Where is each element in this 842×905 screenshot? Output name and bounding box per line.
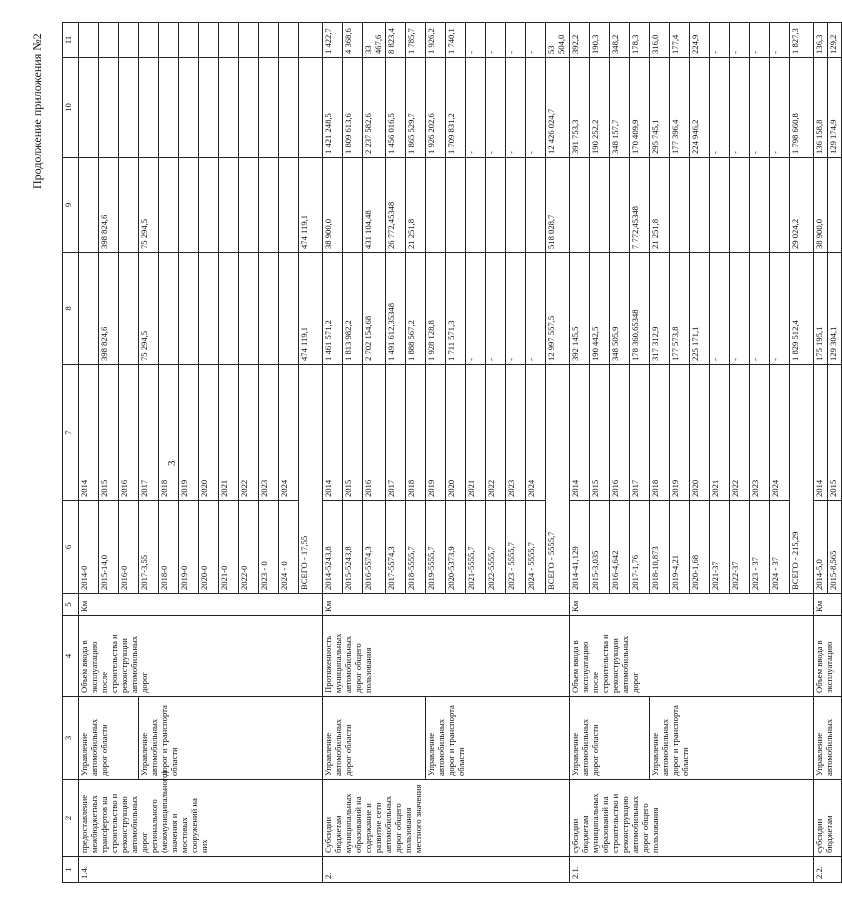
regional-budget-cell: 1 421 248,5 xyxy=(323,58,343,158)
year-cell: 2016 xyxy=(119,365,139,501)
year-cell: 2017 xyxy=(629,365,649,501)
federal-budget-cell xyxy=(343,158,363,253)
regional-budget-cell: - xyxy=(505,58,525,158)
total-funding-cell: 474 119,1 xyxy=(299,253,323,365)
total-funding-cell: 190 442,5 xyxy=(589,253,609,365)
federal-budget-cell: 398 824,6 xyxy=(99,158,119,253)
target-value-cell: 2017-3,55 xyxy=(139,501,159,594)
year-cell: 2014 xyxy=(323,365,343,501)
local-budget-cell xyxy=(99,23,119,58)
local-budget-cell xyxy=(119,23,139,58)
unit-cell: Км xyxy=(569,594,813,616)
target-value-cell: 2018-0 xyxy=(159,501,179,594)
target-value-cell: 2017-1,76 xyxy=(629,501,649,594)
target-value-cell: 2021-37 xyxy=(709,501,729,594)
regional-budget-cell: 190 252,2 xyxy=(589,58,609,158)
year-cell: 2023 xyxy=(749,365,769,501)
unit-cell: Км xyxy=(79,594,323,616)
federal-budget-cell: 7 772,45348 xyxy=(629,158,649,253)
co-executor: Управление автомобильных дорог и транспорта области xyxy=(425,697,569,780)
federal-budget-cell xyxy=(259,158,279,253)
target-value-cell: 2019-4,21 xyxy=(669,501,689,594)
year-cell: 2020 xyxy=(689,365,709,501)
regional-budget-cell: 1 865 529,7 xyxy=(405,58,425,158)
header-cell: 6 xyxy=(63,501,79,594)
header-cell: 5 xyxy=(63,594,79,616)
total-label-cell: ВСЕГО - 17,55 xyxy=(299,365,323,594)
target-value-cell: 2022-5555,7 xyxy=(485,501,505,594)
row-number: 2.1. xyxy=(569,857,813,883)
target-value-cell: 2015-5243,8 xyxy=(343,501,363,594)
unit-cell: Км xyxy=(813,594,841,616)
measure-name: субсидии бюджетам xyxy=(813,780,841,857)
regional-budget-cell: - xyxy=(709,58,729,158)
total-label-cell: ВСЕГО - 215,29 xyxy=(789,365,813,594)
target-value-cell: 2015-8,565 xyxy=(827,501,841,594)
year-cell: 2024 xyxy=(279,365,299,501)
year-cell: 2024 xyxy=(769,365,789,501)
year-cell: 2023 xyxy=(259,365,279,501)
local-budget-cell xyxy=(279,23,299,58)
local-budget-cell: 1 926,2 xyxy=(425,23,445,58)
local-budget-cell: 392,2 xyxy=(569,23,589,58)
federal-budget-cell xyxy=(505,158,525,253)
year-cell: 2021 xyxy=(709,365,729,501)
regional-budget-cell: - xyxy=(525,58,545,158)
header-cell: 11 xyxy=(63,23,79,58)
regional-budget-cell: 1 809 613,6 xyxy=(343,58,363,158)
regional-budget-cell: 348 157,7 xyxy=(609,58,629,158)
year-cell: 2018 xyxy=(405,365,425,501)
regional-budget-cell: 295 745,1 xyxy=(649,58,669,158)
federal-budget-cell: 38 900,0 xyxy=(323,158,343,253)
table-row xyxy=(425,23,445,883)
target-value-cell: 2020-0 xyxy=(199,501,219,594)
regional-budget-cell: - xyxy=(485,58,505,158)
total-funding-cell: 129 304,1 xyxy=(827,253,841,365)
total-funding-cell: 392 145,5 xyxy=(569,253,589,365)
local-budget-cell: - xyxy=(465,23,485,58)
year-cell: 2016 xyxy=(363,365,386,501)
year-cell: 2015 xyxy=(589,365,609,501)
local-budget-cell xyxy=(219,23,239,58)
local-budget-cell: - xyxy=(485,23,505,58)
target-value-cell: 2024 - 37 xyxy=(769,501,789,594)
total-funding-cell xyxy=(259,253,279,365)
local-budget-cell: - xyxy=(769,23,789,58)
federal-budget-cell: 431 104,48 xyxy=(363,158,386,253)
federal-budget-cell: 26 772,45348 xyxy=(385,158,405,253)
year-cell: 2015 xyxy=(343,365,363,501)
federal-budget-cell xyxy=(445,158,465,253)
local-budget-cell xyxy=(239,23,259,58)
year-cell: 2014 xyxy=(569,365,589,501)
total-funding-cell: - xyxy=(525,253,545,365)
year-cell: 2015 xyxy=(99,365,119,501)
federal-budget-cell xyxy=(485,158,505,253)
local-budget-cell: 190,3 xyxy=(589,23,609,58)
regional-budget-cell: 2 237 582,6 xyxy=(363,58,386,158)
responsible-executor: Управление автомобильных xyxy=(813,697,841,780)
total-funding-cell: 175 195,1 xyxy=(813,253,827,365)
row-number: 2.2. xyxy=(813,857,841,883)
target-value-cell: 2023 - 37 xyxy=(749,501,769,594)
federal-budget-cell xyxy=(609,158,629,253)
local-budget-cell: 178,3 xyxy=(629,23,649,58)
year-cell: 2022 xyxy=(485,365,505,501)
federal-budget-cell xyxy=(749,158,769,253)
regional-budget-cell xyxy=(159,58,179,158)
federal-budget-cell xyxy=(827,158,841,253)
regional-budget-cell xyxy=(279,58,299,158)
regional-budget-cell xyxy=(199,58,219,158)
total-funding-cell: 177 573,8 xyxy=(669,253,689,365)
total-funding-cell: - xyxy=(769,253,789,365)
target-value-cell: 2024 - 0 xyxy=(279,501,299,594)
local-budget-cell: 177,4 xyxy=(669,23,689,58)
local-budget-cell xyxy=(179,23,199,58)
year-cell: 2014 xyxy=(813,365,827,501)
local-budget-cell: 33 467,6 xyxy=(363,23,386,58)
federal-budget-cell xyxy=(569,158,589,253)
federal-budget-cell xyxy=(239,158,259,253)
regional-budget-cell: 1 456 016,5 xyxy=(385,58,405,158)
target-value-cell: 2020-5373,9 xyxy=(445,501,465,594)
regional-budget-cell: 224 946,2 xyxy=(689,58,709,158)
regional-budget-cell xyxy=(259,58,279,158)
total-funding-cell: 1 491 612,35348 xyxy=(385,253,405,365)
federal-budget-cell xyxy=(425,158,445,253)
year-cell: 2020 xyxy=(199,365,219,501)
local-budget-cell: 4 368,6 xyxy=(343,23,363,58)
regional-budget-cell: - xyxy=(729,58,749,158)
total-funding-cell xyxy=(239,253,259,365)
total-funding-cell: 1 813 982,2 xyxy=(343,253,363,365)
local-budget-cell: 1 785,7 xyxy=(405,23,425,58)
total-funding-cell: 178 360,65348 xyxy=(629,253,649,365)
indicator-name: Протяженность муниципальных автомобильных дорог общего пользования xyxy=(323,616,570,697)
local-budget-cell xyxy=(79,23,99,58)
total-funding-cell: 75 294,5 xyxy=(139,253,159,365)
responsible-executor: Управление автомобильных дорог области xyxy=(79,697,139,780)
row-number: 2. xyxy=(323,857,570,883)
federal-budget-cell: 38 900,0 xyxy=(813,158,827,253)
header-row xyxy=(63,23,79,883)
measure-name: Субсидии бюджетам муниципальных образований на содержание и развитие сети автомобильных дорог общего пользования местного значения xyxy=(323,780,570,857)
local-budget-cell xyxy=(159,23,179,58)
target-value-cell: 2018-5555,7 xyxy=(405,501,425,594)
target-value-cell: 2014-5,0 xyxy=(813,501,827,594)
regional-budget-cell xyxy=(219,58,239,158)
local-budget-cell xyxy=(199,23,219,58)
total-funding-cell: 1 928 128,8 xyxy=(425,253,445,365)
table-row xyxy=(813,23,827,883)
total-funding-cell: 225 171,1 xyxy=(689,253,709,365)
total-funding-cell xyxy=(79,253,99,365)
federal-budget-cell xyxy=(179,158,199,253)
regional-budget-cell: 1 926 202,6 xyxy=(425,58,445,158)
target-value-cell: 2018-10,873 xyxy=(649,501,669,594)
target-value-cell: 2014-0 xyxy=(79,501,99,594)
year-cell: 2014 xyxy=(79,365,99,501)
total-funding-cell: 12 997 557,5 xyxy=(545,253,569,365)
regional-budget-cell xyxy=(99,58,119,158)
total-funding-cell: 398 824,6 xyxy=(99,253,119,365)
federal-budget-cell: 21 251,8 xyxy=(649,158,669,253)
total-funding-cell: - xyxy=(729,253,749,365)
regional-budget-cell xyxy=(119,58,139,158)
local-budget-cell: 53 504,0 xyxy=(545,23,569,58)
year-cell: 2017 xyxy=(385,365,405,501)
year-cell: 2021 xyxy=(219,365,239,501)
regional-budget-cell xyxy=(139,58,159,158)
year-cell: 2022 xyxy=(729,365,749,501)
federal-budget-cell xyxy=(689,158,709,253)
total-funding-cell xyxy=(119,253,139,365)
total-funding-cell xyxy=(159,253,179,365)
federal-budget-cell xyxy=(465,158,485,253)
header-cell: 2 xyxy=(63,780,79,857)
header-cell: 9 xyxy=(63,158,79,253)
table-row xyxy=(79,23,99,883)
table-row xyxy=(139,23,159,883)
total-funding-cell: 1 829 512,4 xyxy=(789,253,813,365)
total-funding-cell: 348 505,9 xyxy=(609,253,629,365)
year-cell: 2019 xyxy=(425,365,445,501)
federal-budget-cell xyxy=(525,158,545,253)
local-budget-cell xyxy=(139,23,159,58)
target-value-cell: 2023 - 5555,7 xyxy=(505,501,525,594)
total-funding-cell: 2 702 154,68 xyxy=(363,253,386,365)
federal-budget-cell: 518 028,7 xyxy=(545,158,569,253)
local-budget-cell: 129,2 xyxy=(827,23,841,58)
total-funding-cell: 317 312,9 xyxy=(649,253,669,365)
total-funding-cell xyxy=(179,253,199,365)
total-funding-cell: - xyxy=(709,253,729,365)
local-budget-cell: 136,3 xyxy=(813,23,827,58)
continuation-label: Продолжение приложения №2 xyxy=(30,33,44,189)
year-cell: 2015 xyxy=(827,365,841,501)
local-budget-cell: - xyxy=(749,23,769,58)
federal-budget-cell: 29 024,2 xyxy=(789,158,813,253)
regional-budget-cell xyxy=(79,58,99,158)
responsible-executor: Управление автомобильных дорог области xyxy=(323,697,426,780)
year-cell: 2018 xyxy=(649,365,669,501)
federal-budget-cell xyxy=(199,158,219,253)
regional-budget-cell: 177 396,4 xyxy=(669,58,689,158)
target-value-cell: 2020-1,68 xyxy=(689,501,709,594)
regional-budget-cell: 170 409,9 xyxy=(629,58,649,158)
year-cell: 2020 xyxy=(445,365,465,501)
target-value-cell: 2019-5555,7 xyxy=(425,501,445,594)
year-cell: 2023 xyxy=(505,365,525,501)
total-label-cell: ВСЕГО - 5555,7 xyxy=(545,365,569,594)
local-budget-cell: - xyxy=(729,23,749,58)
header-cell: 8 xyxy=(63,253,79,365)
year-cell: 2021 xyxy=(465,365,485,501)
federal-budget-cell: 21 251,8 xyxy=(405,158,425,253)
indicator-name: Объем ввода в эксплуатацию после строительства и реконструкции автомобильных дорог xyxy=(79,616,323,697)
federal-budget-cell xyxy=(589,158,609,253)
local-budget-cell: - xyxy=(505,23,525,58)
total-funding-cell: 1 888 567,2 xyxy=(405,253,425,365)
target-value-cell: 2014-5243,8 xyxy=(323,501,343,594)
header-cell: 1 xyxy=(63,857,79,883)
regional-budget-cell: - xyxy=(769,58,789,158)
year-cell: 2024 xyxy=(525,365,545,501)
year-cell: 2018 xyxy=(159,365,179,501)
target-value-cell: 2022-37 xyxy=(729,501,749,594)
total-funding-cell: 1 461 571,2 xyxy=(323,253,343,365)
regional-budget-cell: 12 426 024,7 xyxy=(545,58,569,158)
total-funding-cell xyxy=(279,253,299,365)
year-cell: 2016 xyxy=(609,365,629,501)
local-budget-cell: 1 740,1 xyxy=(445,23,465,58)
local-budget-cell: 316,0 xyxy=(649,23,669,58)
unit-cell: Км xyxy=(323,594,570,616)
total-funding-cell xyxy=(199,253,219,365)
local-budget-cell: 8 823,4 xyxy=(385,23,405,58)
responsible-executor: Управление автомобильных дорог области xyxy=(569,697,649,780)
co-executor: Управление автомобильных дорог и транспорта области xyxy=(649,697,813,780)
target-value-cell: 2021-5555,7 xyxy=(465,501,485,594)
federal-budget-cell xyxy=(709,158,729,253)
federal-budget-cell xyxy=(119,158,139,253)
local-budget-cell: 348,2 xyxy=(609,23,629,58)
federal-budget-cell xyxy=(159,158,179,253)
total-funding-cell xyxy=(219,253,239,365)
target-value-cell: 2017-5574,3 xyxy=(385,501,405,594)
target-value-cell: 2016-5574,3 xyxy=(363,501,386,594)
year-cell: 2019 xyxy=(179,365,199,501)
federal-budget-cell: 75 294,5 xyxy=(139,158,159,253)
page-number: 3 xyxy=(166,460,178,466)
federal-budget-cell xyxy=(279,158,299,253)
federal-budget-cell: 474 119,1 xyxy=(299,158,323,253)
header-cell: 3 xyxy=(63,697,79,780)
federal-budget-cell xyxy=(729,158,749,253)
target-value-cell: 2015-14,0 xyxy=(99,501,119,594)
local-budget-cell: - xyxy=(525,23,545,58)
year-cell: 2019 xyxy=(669,365,689,501)
regional-budget-cell xyxy=(239,58,259,158)
regional-budget-cell xyxy=(179,58,199,158)
local-budget-cell: 1 422,7 xyxy=(323,23,343,58)
regional-budget-cell: 136 158,8 xyxy=(813,58,827,158)
local-budget-cell xyxy=(259,23,279,58)
year-cell: 2017 xyxy=(139,365,159,501)
regional-budget-cell: 391 753,3 xyxy=(569,58,589,158)
regional-budget-cell: 129 174,9 xyxy=(827,58,841,158)
table-row xyxy=(569,23,589,883)
regional-budget-cell xyxy=(299,58,323,158)
federal-budget-cell xyxy=(219,158,239,253)
regional-budget-cell: - xyxy=(749,58,769,158)
target-value-cell: 2022-0 xyxy=(239,501,259,594)
total-funding-cell: - xyxy=(505,253,525,365)
regional-budget-cell: 1 709 831,2 xyxy=(445,58,465,158)
target-value-cell: 2016-4,642 xyxy=(609,501,629,594)
target-value-cell: 2016-0 xyxy=(119,501,139,594)
target-value-cell: 2014-41,129 xyxy=(569,501,589,594)
local-budget-cell xyxy=(299,23,323,58)
regional-budget-cell: - xyxy=(465,58,485,158)
table-row xyxy=(649,23,669,883)
regional-budget-cell: 1 798 660,8 xyxy=(789,58,813,158)
header-cell: 4 xyxy=(63,616,79,697)
header-cell: 7 xyxy=(63,365,79,501)
total-funding-cell: - xyxy=(749,253,769,365)
local-budget-cell: 1 827,3 xyxy=(789,23,813,58)
target-value-cell: 2024 - 5555,7 xyxy=(525,501,545,594)
table-body xyxy=(63,23,842,883)
target-value-cell: 2023 - 0 xyxy=(259,501,279,594)
program-table xyxy=(62,22,842,883)
local-budget-cell: 224,9 xyxy=(689,23,709,58)
year-cell: 2022 xyxy=(239,365,259,501)
indicator-name: Объем ввода в эксплуатацию после строительства и реконструкции автомобильных дорог xyxy=(569,616,813,697)
target-value-cell: 2015-3,035 xyxy=(589,501,609,594)
federal-budget-cell xyxy=(769,158,789,253)
measure-name: субсидии бюджетам муниципальных образований на строительство и реконструкцию автомобильных дорог общего пользования xyxy=(569,780,813,857)
co-executor: Управление автомобильных дорог и транспорта области xyxy=(139,697,323,780)
target-value-cell: 2019-0 xyxy=(179,501,199,594)
local-budget-cell: - xyxy=(709,23,729,58)
federal-budget-cell xyxy=(669,158,689,253)
indicator-name: Объем ввода в эксплуатацию xyxy=(813,616,841,697)
measure-name: предоставление межбюджетных трансфертов на строительство и реконструкцию автомобильных дорог регионального (межмуниципального) значения и мостовых сооружений на них xyxy=(79,780,323,857)
target-value-cell: 2021-0 xyxy=(219,501,239,594)
total-funding-cell: - xyxy=(485,253,505,365)
header-cell: 10 xyxy=(63,58,79,158)
total-funding-cell: - xyxy=(465,253,485,365)
federal-budget-cell xyxy=(79,158,99,253)
table-row xyxy=(323,23,343,883)
row-number: 1.4. xyxy=(79,857,323,883)
total-funding-cell: 1 711 571,3 xyxy=(445,253,465,365)
